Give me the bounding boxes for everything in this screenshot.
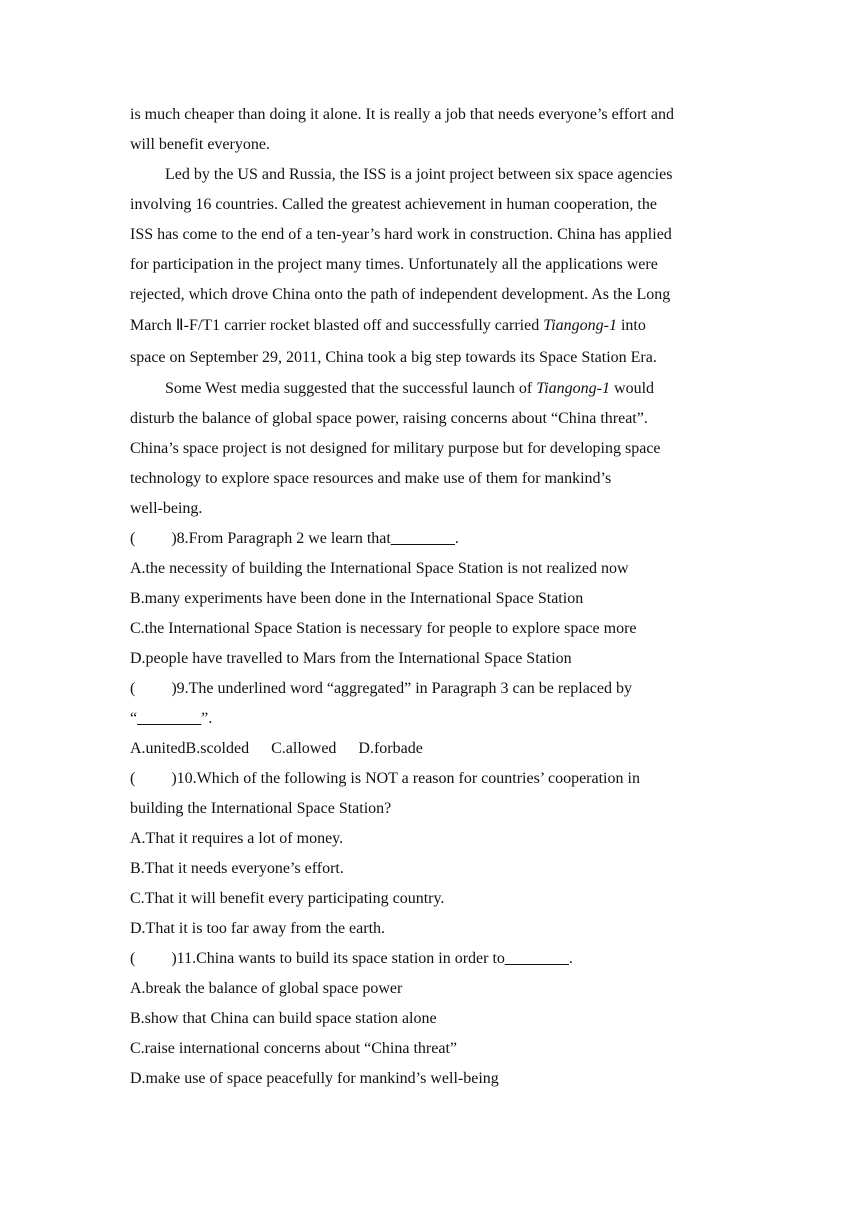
paragraph-line: for participation in the project many times. Unfortunately all the applications were — [130, 256, 658, 273]
options-row — [130, 734, 730, 764]
stem-end: . — [454, 530, 459, 547]
option-a: A.break the balance of global space power — [130, 980, 403, 997]
paragraph-line — [130, 374, 730, 404]
stem-end: . — [568, 950, 573, 967]
option-b: B.show that China can build space station alone — [130, 1010, 437, 1027]
paragraph-1 — [130, 100, 730, 160]
paragraph-line: Led by the US and Russia, the ISS is a joint project between six space agencies — [165, 166, 673, 183]
quote-open: “ — [130, 710, 138, 727]
option-b: B.many experiments have been done in the International Space Station — [130, 590, 584, 607]
paragraph-line: well-being. — [130, 500, 203, 517]
stem-text: )9.The underlined word “aggregated” in Paragraph 3 can be replaced by — [171, 680, 633, 697]
answer-paren-open: ( — [130, 530, 136, 547]
document-page — [130, 100, 730, 1094]
fill-blank: ________ — [390, 530, 455, 547]
option-c: C.raise international concerns about “China threat” — [130, 1040, 457, 1057]
question-10 — [130, 764, 730, 944]
paragraph-line: ISS has come to the end of a ten-year’s hard work in construction. China has applied — [130, 226, 672, 243]
paragraph-line: space on September 29, 2011, China took a big step towards its Space Station Era. — [130, 349, 657, 366]
question-stem-continued: building the International Space Station? — [130, 800, 392, 817]
paragraph-line: involving 16 countries. Called the greatest achievement in human cooperation, the — [130, 196, 657, 213]
answer-paren-open: ( — [130, 680, 136, 697]
option-c: C.That it will benefit every participating country. — [130, 890, 445, 907]
option-a: A.the necessity of building the International Space Station is not realized now — [130, 560, 629, 577]
fill-blank: ________ — [504, 950, 569, 967]
option-b: B.scolded — [185, 740, 250, 757]
quote-close: ”. — [201, 710, 213, 727]
question-stem-continued — [130, 704, 730, 734]
answer-paren-open: ( — [130, 950, 136, 967]
text-run: March Ⅱ-F/T1 carrier rocket blasted off and successfully carried — [130, 317, 544, 334]
option-d: D.make use of space peacefully for mankind’s well-being — [130, 1070, 499, 1087]
question-stem — [130, 674, 730, 704]
italic-name: Tiangong-1 — [543, 317, 617, 334]
question-stem — [130, 764, 730, 794]
paragraph-line: rejected, which drove China onto the path of independent development. As the Long — [130, 286, 671, 303]
fill-blank: ________ — [137, 710, 202, 727]
question-8 — [130, 524, 730, 674]
stem-text: )10.Which of the following is NOT a reason for countries’ cooperation in — [171, 770, 640, 787]
question-11 — [130, 944, 730, 1094]
answer-paren-open: ( — [130, 770, 136, 787]
paragraph-line: will benefit everyone. — [130, 136, 270, 153]
option-a: A.united — [130, 740, 186, 757]
paragraph-3 — [130, 374, 730, 524]
text-run: into — [616, 317, 646, 334]
option-d: D.That it is too far away from the earth. — [130, 920, 386, 937]
option-b: B.That it needs everyone’s effort. — [130, 860, 344, 877]
option-c: C.the International Space Station is necessary for people to explore space more — [130, 620, 637, 637]
stem-text: )11.China wants to build its space station in order to — [171, 950, 505, 967]
option-c: C.allowed — [271, 740, 337, 757]
option-d: D.forbade — [358, 740, 423, 757]
question-stem — [130, 944, 730, 974]
italic-name: Tiangong-1 — [536, 380, 611, 397]
option-a: A.That it requires a lot of money. — [130, 830, 344, 847]
option-d: D.people have travelled to Mars from the International Space Station — [130, 650, 572, 667]
text-run: Some West media suggested that the successful launch of — [165, 380, 537, 397]
text-run: would — [610, 380, 655, 397]
paragraph-line — [130, 310, 730, 342]
stem-text: )8.From Paragraph 2 we learn that — [171, 530, 391, 547]
paragraph-line: is much cheaper than doing it alone. It is really a job that needs everyone’s effort and — [130, 106, 674, 123]
paragraph-line: technology to explore space resources and make use of them for mankind’s — [130, 470, 612, 487]
question-stem — [130, 524, 730, 554]
paragraph-line: disturb the balance of global space power, raising concerns about “China threat”. — [130, 410, 648, 427]
question-9 — [130, 674, 730, 764]
paragraph-2 — [130, 160, 730, 374]
paragraph-line: China’s space project is not designed for military purpose but for developing space — [130, 440, 661, 457]
